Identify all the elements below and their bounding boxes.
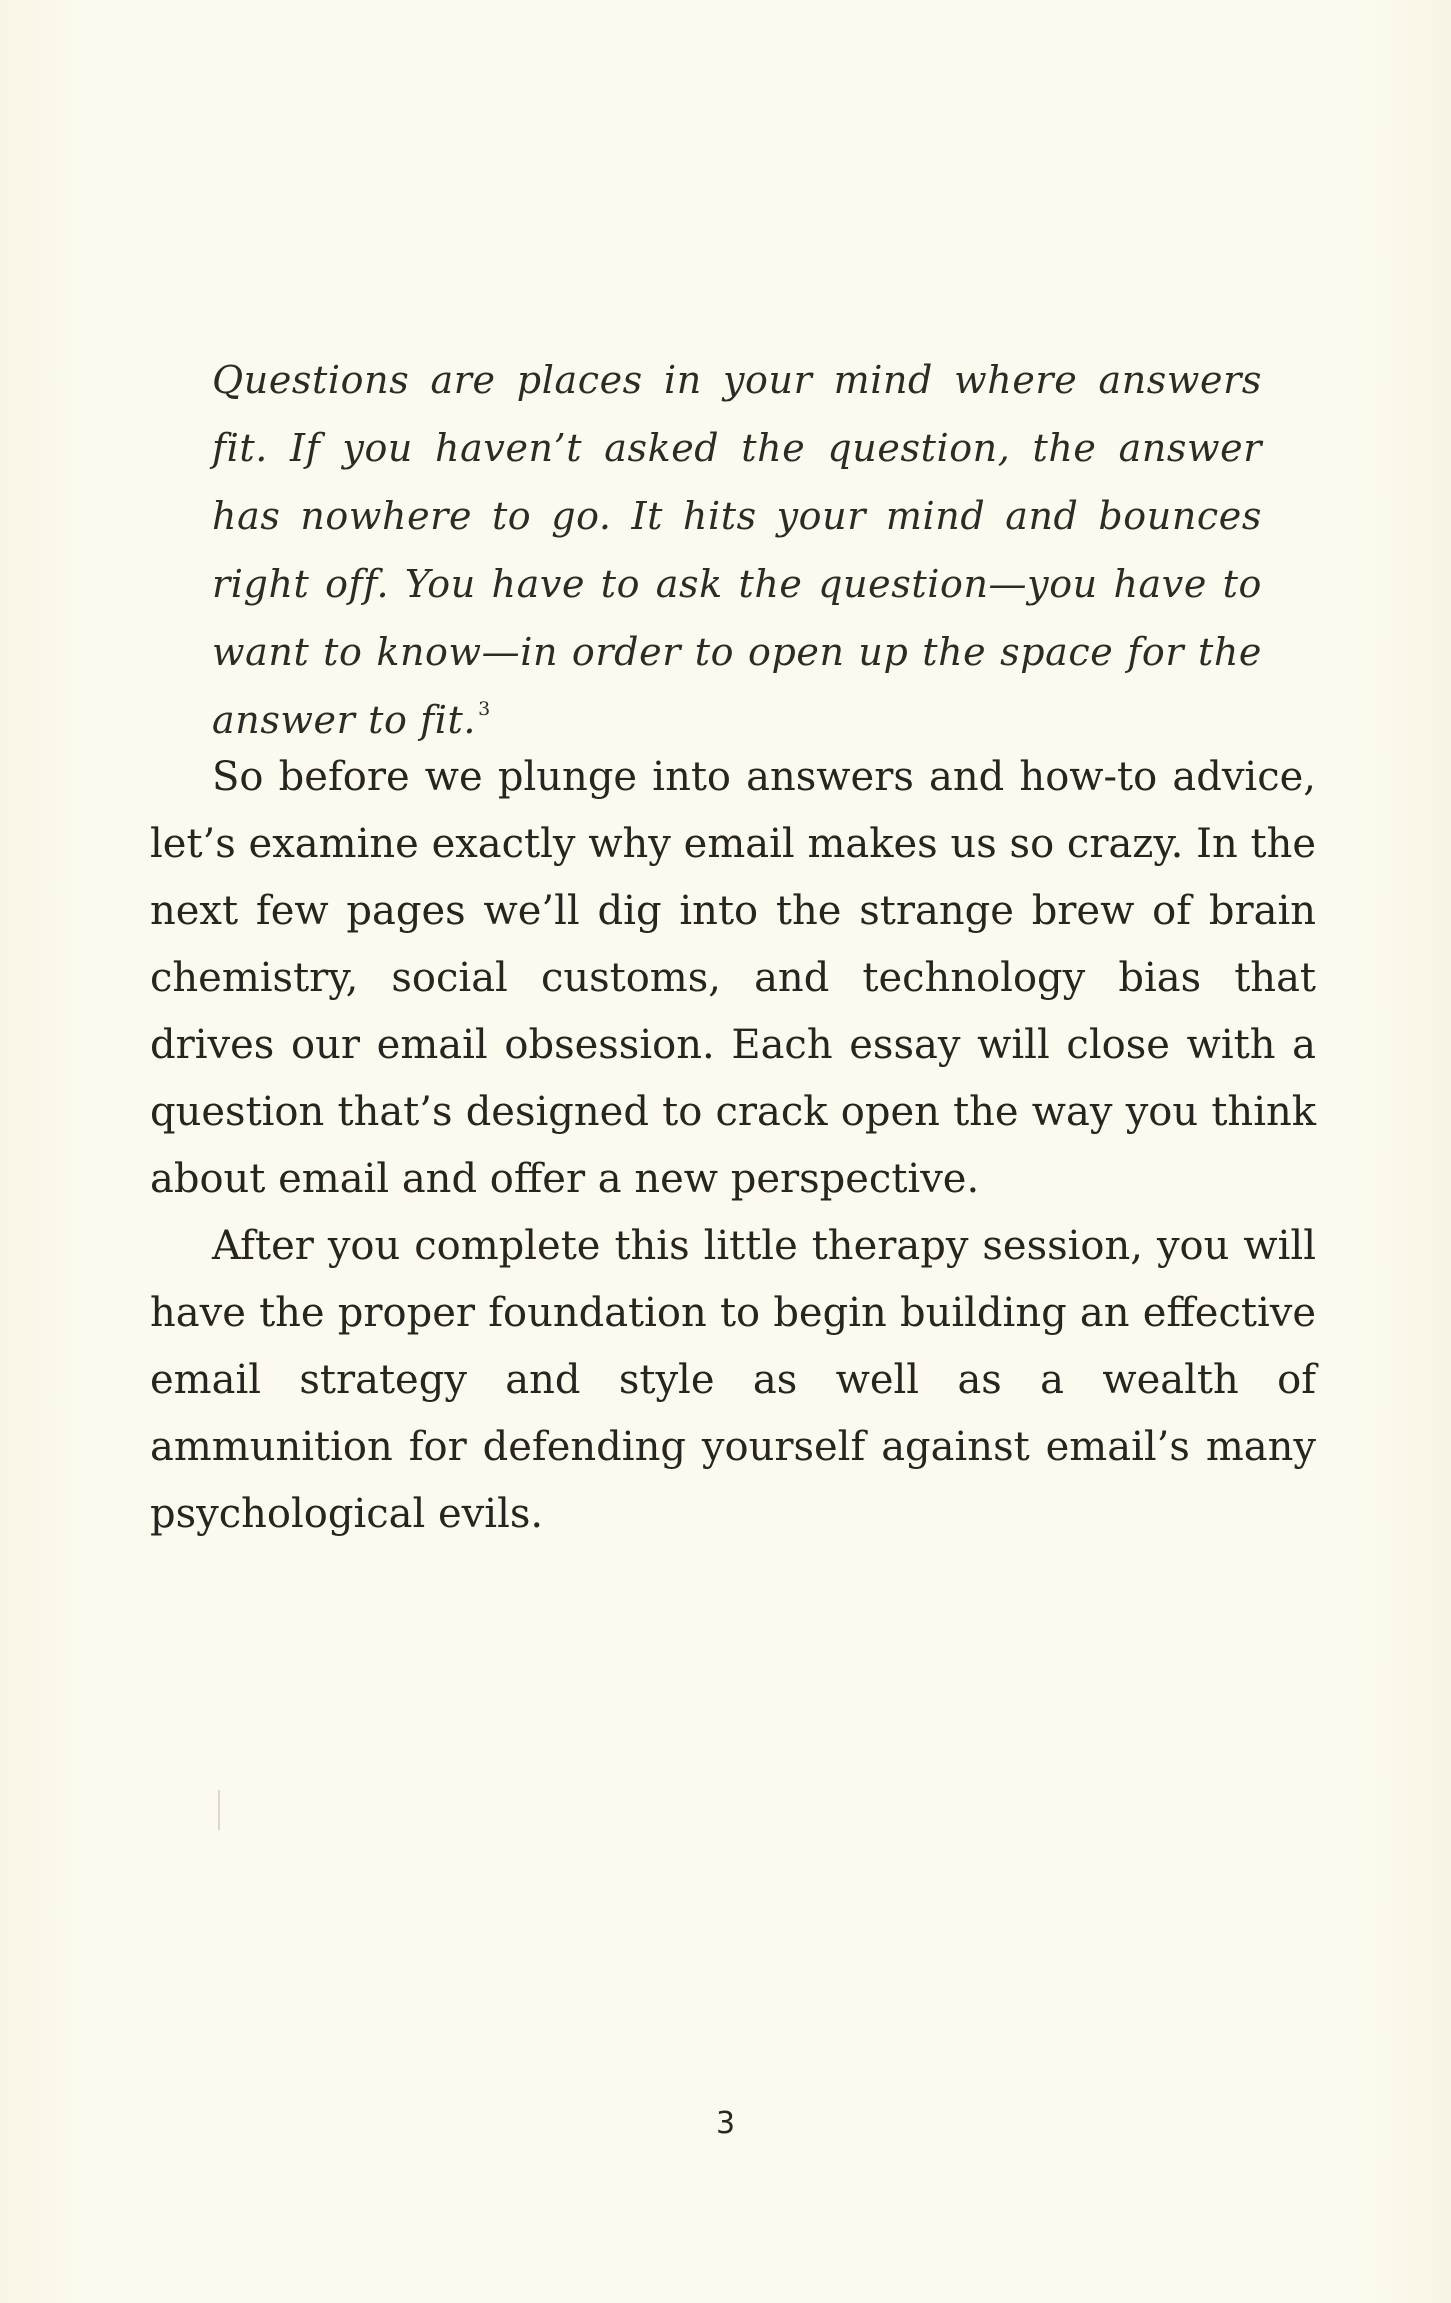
footnote-reference: 3 <box>478 698 491 720</box>
epigraph-text: Questions are places in your mind where answers fit. If you haven’t asked the question, the answer has nowhere to go. It hits your mind and bounces right off. You have to ask the question—you have to want to know—in order to open up the space for the answer to fit. <box>212 358 1262 742</box>
paragraph-therapy-session: After you complete this little therapy session, you will have the proper foundation to begin building an effective email strategy and style as well as a wealth of ammunition for defending yourself against email’s many psychological evils. <box>150 1223 1316 1537</box>
scan-artifact-mark <box>218 1790 220 1830</box>
page-number: 3 <box>715 2106 736 2141</box>
epigraph-quote <box>212 346 1262 754</box>
paragraph-intro: So before we plunge into answers and how-to advice, let’s examine exactly why email makes us so crazy. In the next few pages we’ll dig into the strange brew of brain chemistry, social customs, and technology bias that drives our email obsession. Each essay will close with a question that’s designed to crack open the way you think about email and offer a new perspective. <box>150 754 1316 1202</box>
body-text <box>150 744 1316 1548</box>
